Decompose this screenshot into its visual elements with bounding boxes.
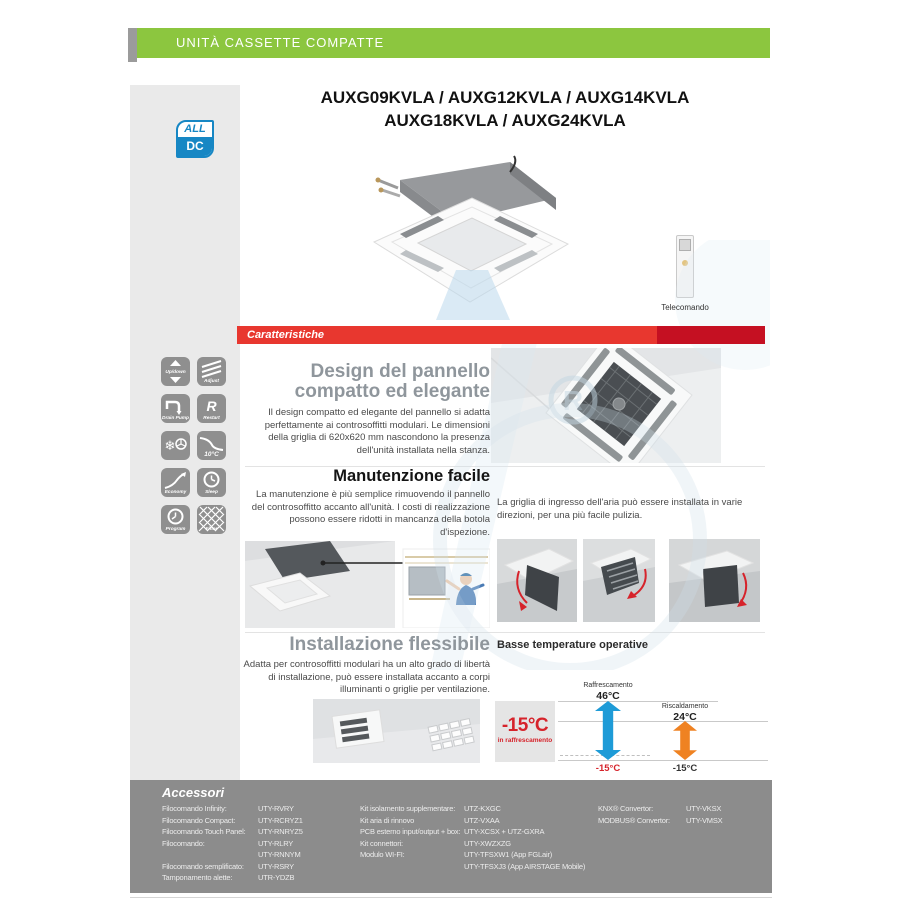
category-label: UNITÀ CASSETTE COMPATTE [176, 35, 385, 50]
header-accent-bar [128, 28, 137, 62]
heating-series-label: Riscaldamento [661, 703, 709, 710]
section-divider-2 [245, 632, 765, 633]
features-banner-label: Caratteristiche [247, 329, 325, 341]
model-title-line1: AUXG09KVLA / AUXG12KVLA / AUXG14KVLA [320, 88, 690, 107]
design-grille-photo [491, 348, 721, 463]
all-dc-badge-top: ALL [184, 123, 206, 135]
remote-display [679, 239, 691, 251]
sleep-icon: Sleep [197, 468, 226, 497]
installation-section-title: Installazione flessibile [289, 634, 490, 655]
page-bottom-rule [130, 897, 772, 898]
feature-icon-grid [161, 357, 227, 534]
all-dc-badge-bottom: DC [178, 137, 212, 156]
all-dc-badge [176, 120, 214, 158]
installation-section-body: Adatta per controsoffitti modulari ha un alto grado di libertà di installazione, può essere installata accanto a corpi illuminanti o griglie per ventilazione. [243, 659, 490, 695]
accessories-column-1: Filocomando Infinity: UTY-RVRY Filocomando Compact: UTY-RCRYZ1 Filocomando Touch Panel: UTY-RNRYZ5 Filocomando: UTY-RLRY UTY-RNNYM Filocomando semplificato: UTY-RSRY Tamponamento alette: UTR-YDZB [162, 804, 303, 882]
grille-direction-photo-2 [583, 539, 655, 622]
grille-direction-photo-1 [497, 539, 577, 622]
filter-icon: Filter [197, 505, 226, 534]
installation-ceiling-photo [313, 699, 480, 763]
cooling-range-arrow [595, 701, 621, 760]
gridline-base [558, 760, 768, 761]
adjust-icon: Adjust [197, 357, 226, 386]
economy-icon: Economy [161, 468, 190, 497]
heating-max-label: 24°C [673, 711, 697, 723]
remote-control-photo [676, 235, 694, 298]
accessories-panel [130, 780, 772, 893]
svg-text:R: R [206, 398, 217, 414]
lowtemp-callout-value: -15°C [501, 715, 549, 736]
drain-pump-icon: Drain Pump [161, 394, 190, 423]
heating-range-arrow [673, 721, 697, 760]
cassette-unit-photo [360, 150, 580, 320]
lowtemp-heading: Basse temperature operative [497, 639, 649, 651]
model-title [240, 86, 770, 132]
model-title-line2: AUXG18KVLA / AUXG24KVLA [384, 111, 626, 130]
accessories-column-2: Kit isolamento supplementare: UTZ-KXGC Kit aria di rinnovo UTZ-VXAA PCB esterno input/output + box: UTY-XCSX + UTZ-GXRA Kit connettori: UTY-XWZXZG Modulo WI-FI: UTY-TFSXW1 (App FGLair) UTY-TFSXJ3 (App AIRSTAGE Mobile) [360, 804, 586, 871]
maintenance-section-title: Manutenzione facile [333, 467, 490, 485]
features-banner [237, 326, 765, 344]
cooling-max-label: 46°C [596, 690, 620, 702]
category-header [137, 28, 770, 58]
defrost-icon [161, 431, 190, 460]
low-heat-10c-icon: 10°C [197, 431, 226, 460]
svg-text:❄: ❄ [164, 438, 176, 453]
lowtemp-callout-caption: in raffrescamento [497, 737, 553, 744]
program-icon: Program [161, 505, 190, 534]
design-section-title: Design del pannello compatto ed elegante [294, 361, 490, 402]
heating-min-label: -15°C [672, 763, 698, 774]
cooling-min-label: -15°C [595, 763, 621, 774]
design-section-body: Il design compatto ed elegante del pannello si adatta perfettamente ai controsoffitti modulari. Le dimensioni della griglia di 620x620 mm nascondono la presenza dell'unità installata nella stanza. [264, 407, 490, 456]
maintenance-section-body: La manutenzione è più semplice rimuovendo il pannello del controsoffitto accanto all'unità. I costi di realizzazione possono essere ridotti in mancanza della botola d'ispezione. [251, 489, 490, 538]
grille-direction-photo-3 [669, 539, 760, 622]
remote-caption: Telecomando [661, 303, 709, 312]
lowtemp-chart [558, 678, 770, 778]
remote-button [682, 260, 688, 266]
accessories-column-3: KNX® Convertor: UTY-VKSX MODBUS® Convertor: UTY-VMSX [598, 804, 723, 825]
maintenance-section-note: La griglia di ingresso dell'aria può essere installata in varie direzioni, per una più facile pulizia. [497, 497, 743, 521]
features-banner-accent [657, 326, 765, 344]
restart-icon: R Restart [197, 394, 226, 423]
lowtemp-callout [495, 701, 555, 762]
svg-text:R: R [562, 385, 584, 416]
maintenance-illustration [245, 541, 490, 628]
cooling-series-label: Raffrescamento [583, 682, 633, 689]
accessories-title: Accessori [162, 785, 225, 800]
up-down-icon: Up/down [161, 357, 190, 386]
